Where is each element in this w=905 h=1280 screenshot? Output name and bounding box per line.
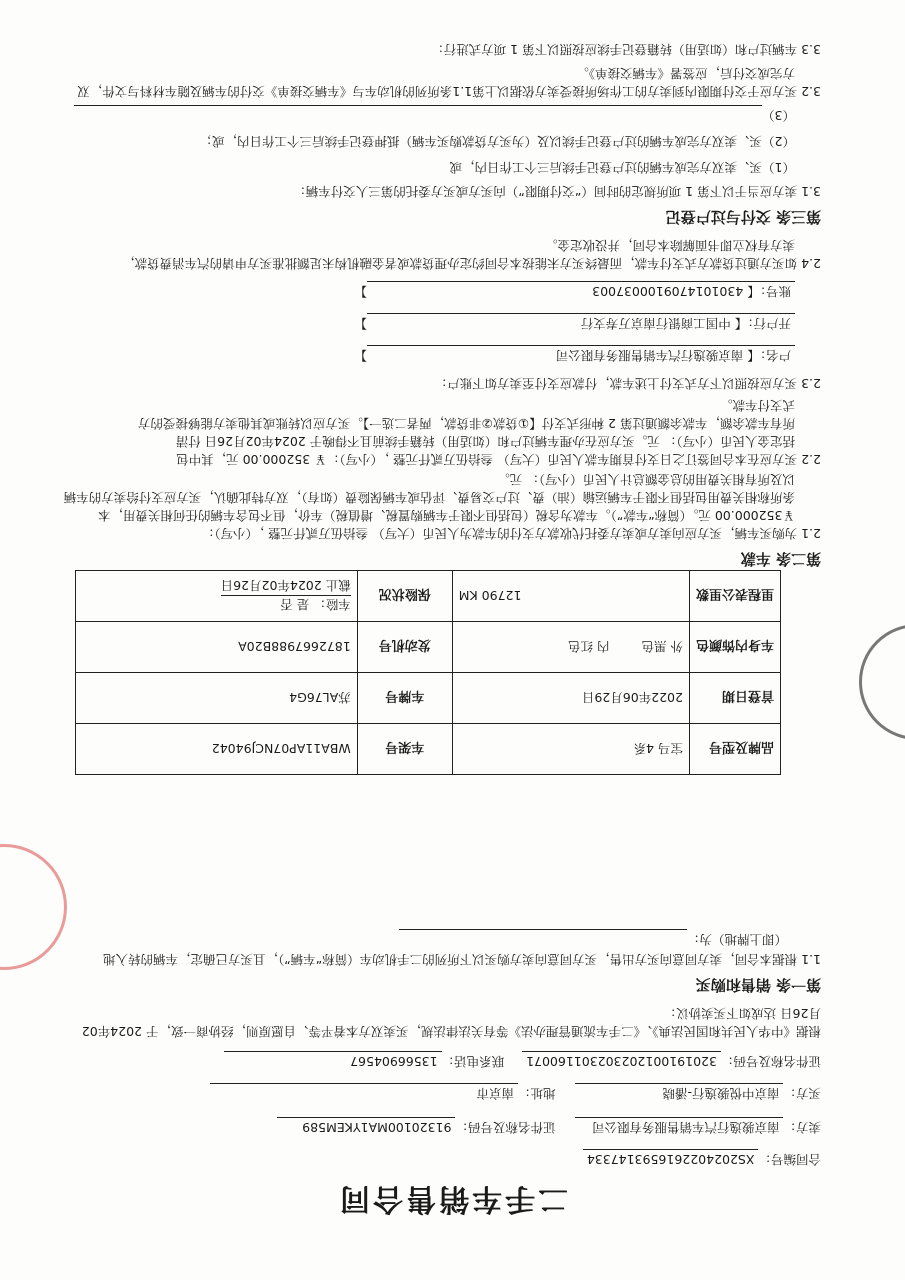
clause-3-1: 3.1 卖方应当于以下第 1 项所规定的时间（“交付期限”）向买方或买方委托的第三人交付车辆： (293, 184, 821, 199)
clause-3-1-option-1: （1）买、卖双方完成车辆的过户登记手续后三个工作日内，或 (449, 160, 795, 175)
clause-2-1-line-2: ￥352000.00 元。（简称“车款”）。车款为含税（包括但不限于车辆购置税、增值税）车价，但不包含车辆的任何相关费用，本 (97, 508, 795, 523)
seller-row: 卖方：南京骏逸行汽车销售服务有限公司 证件名称及号码：91320100MA1YKEM589 (277, 1117, 821, 1136)
clause-2-2-line-1: 2.2 买方应在本合同签订之日支付首期车款人民币（大写） 叁拾伍万贰仟元整 ，（小写）：￥ 352000.00 元，其中包 (176, 452, 821, 467)
insurance-label: 保险状况 (357, 571, 452, 622)
clause-3-1-option-2: （2）买、卖双方完成车辆的过户登记手续以及（为买方贷款购买车辆）抵押登记手续后三个工作日内，或； (199, 134, 795, 149)
clause-2-3: 2.3 买方应按照以下方式支付上述车款，付款应支付至卖方如下账户： (434, 376, 821, 391)
company-seal-stamp (0, 844, 67, 970)
vin-label: 车架号 (357, 724, 452, 775)
clause-3-2-line-2: 方完成交付后，应签署《车辆交接单》。 (576, 66, 795, 81)
contract-title: 二手车销售合同 (337, 1181, 568, 1216)
article-2-heading: 第二条 车款 (740, 550, 821, 568)
table-row (76, 724, 781, 775)
clause-2-2-line-3: 所有车款余额，车款余额通过第 2 种形式支付【①贷款②非贷款，两者二选一】。买方应以转账或其他卖方能够接受的方 (137, 416, 795, 431)
account-bank-row: 开户行：【 中国工商银行南京万寿支行】 (354, 313, 795, 332)
color-value: 外 黑色 内 红色 (452, 622, 689, 673)
intro-line-1: 根据《中华人民共和国民法典》、《二手车流通管理办法》等有关法律法规，买卖双方本着平等、自愿原则，经协商一致，于 2024年02 (81, 1024, 821, 1039)
table-row (76, 673, 781, 724)
clause-3-3: 3.3 车辆过户和（如适用）转籍登记手续应按照以下第 1 项方式进行： (431, 42, 821, 57)
buyer-row: 买方：南京中悦骏逸行-潘晓 地址：南京市 (210, 1083, 821, 1102)
clause-1-1-line-2: （即上牌地）为： (399, 929, 787, 948)
buyer-cert-row: 证件名称及号码：320191001202302301160071 联系电话：13566904567 (224, 1051, 821, 1070)
table-row (76, 571, 781, 622)
color-label: 车身内饰颜色 (690, 622, 781, 673)
contract-number: 合同编号：XS2024022616593147334 (583, 1149, 821, 1168)
clause-1-1-line-1: 1.1 根据本合同，卖方同意向买方出售，买方同意向卖方购买以下所列的二手机动车（简称“车辆”），且买方已确定，车辆的转入地 (102, 952, 821, 967)
article-1-heading: 第一条 销售和购买 (695, 976, 821, 994)
engine-value: 1872667988B20A (76, 622, 358, 673)
plate-value: 苏AL76G4 (76, 673, 358, 724)
account-name-row: 户名：【 南京骏逸行汽车销售服务有限公司】 (354, 345, 795, 364)
clause-3-1-option-3: （3） (74, 105, 795, 124)
mileage-label: 里程表公里数 (690, 571, 781, 622)
brand-label: 品牌及型号 (690, 724, 781, 775)
clause-3-2-line-1: 3.2 买方应于交付期限内到卖方的工作场所接受卖方依据以上第1.1条所列的机动车与《车辆交接单》交付的车辆及随车材料与文件，双 (77, 84, 821, 99)
intro-line-2: 月26日 达成如下买卖协议： (663, 1006, 821, 1021)
table-row (76, 622, 781, 673)
clause-2-1-line-3: 条所称相关费用包括但不限于车辆运输（油）费、过户交易费、评估或车辆保险费（如有），双方特此确认，买方应支付给卖方的车辆 (63, 490, 795, 505)
engine-label: 发动机号 (357, 622, 452, 673)
article-3-heading: 第三条 交付与过户登记 (665, 208, 821, 226)
brand-value: 宝马 4系 (452, 724, 689, 775)
clause-2-2-line-4: 式支付车款。 (719, 398, 795, 413)
mileage-value: 12790 KM (452, 571, 689, 622)
reg-date-label: 首登日期 (690, 673, 781, 724)
insurance-value: 车险： 是 否 截止 2024年02月26日 (76, 571, 358, 622)
reg-date-value: 2022年06月29日 (452, 673, 689, 724)
clause-2-4-line-1: 2.4 如买方通过贷款方式支付车款，而最终买方未能按本合同约定办理贷款或者金融机构未足额批准买方申请的汽车消费贷款， (122, 256, 821, 271)
clause-2-4-line-2: 卖方有权立即书面解除本合同，并没收定金。 (544, 238, 795, 253)
plate-label: 车牌号 (357, 673, 452, 724)
account-number-row: 账号：【 4301014709100037003】 (354, 281, 795, 300)
clause-2-1-line-4: 以及所有相关费用的总金额总计人民币（小写）： 元。 (497, 472, 795, 487)
clause-2-1-line-1: 2.1 为购买车辆，买方应向卖方或卖方委托代收款方支付的车款为人民币（大写） 叁拾伍万贰仟元整 ，（小写）： (201, 526, 821, 541)
company-seal-stamp (859, 624, 905, 740)
vin-value: WBA11AP07NCJ94042 (76, 724, 358, 775)
clause-2-2-line-2: 括定金人民币（小写）： 元。买方应在办理车辆过户和（如适用）转籍手续前且不得晚于 2024年02月26日 付清 (175, 434, 795, 449)
vehicle-info-table (75, 570, 781, 775)
